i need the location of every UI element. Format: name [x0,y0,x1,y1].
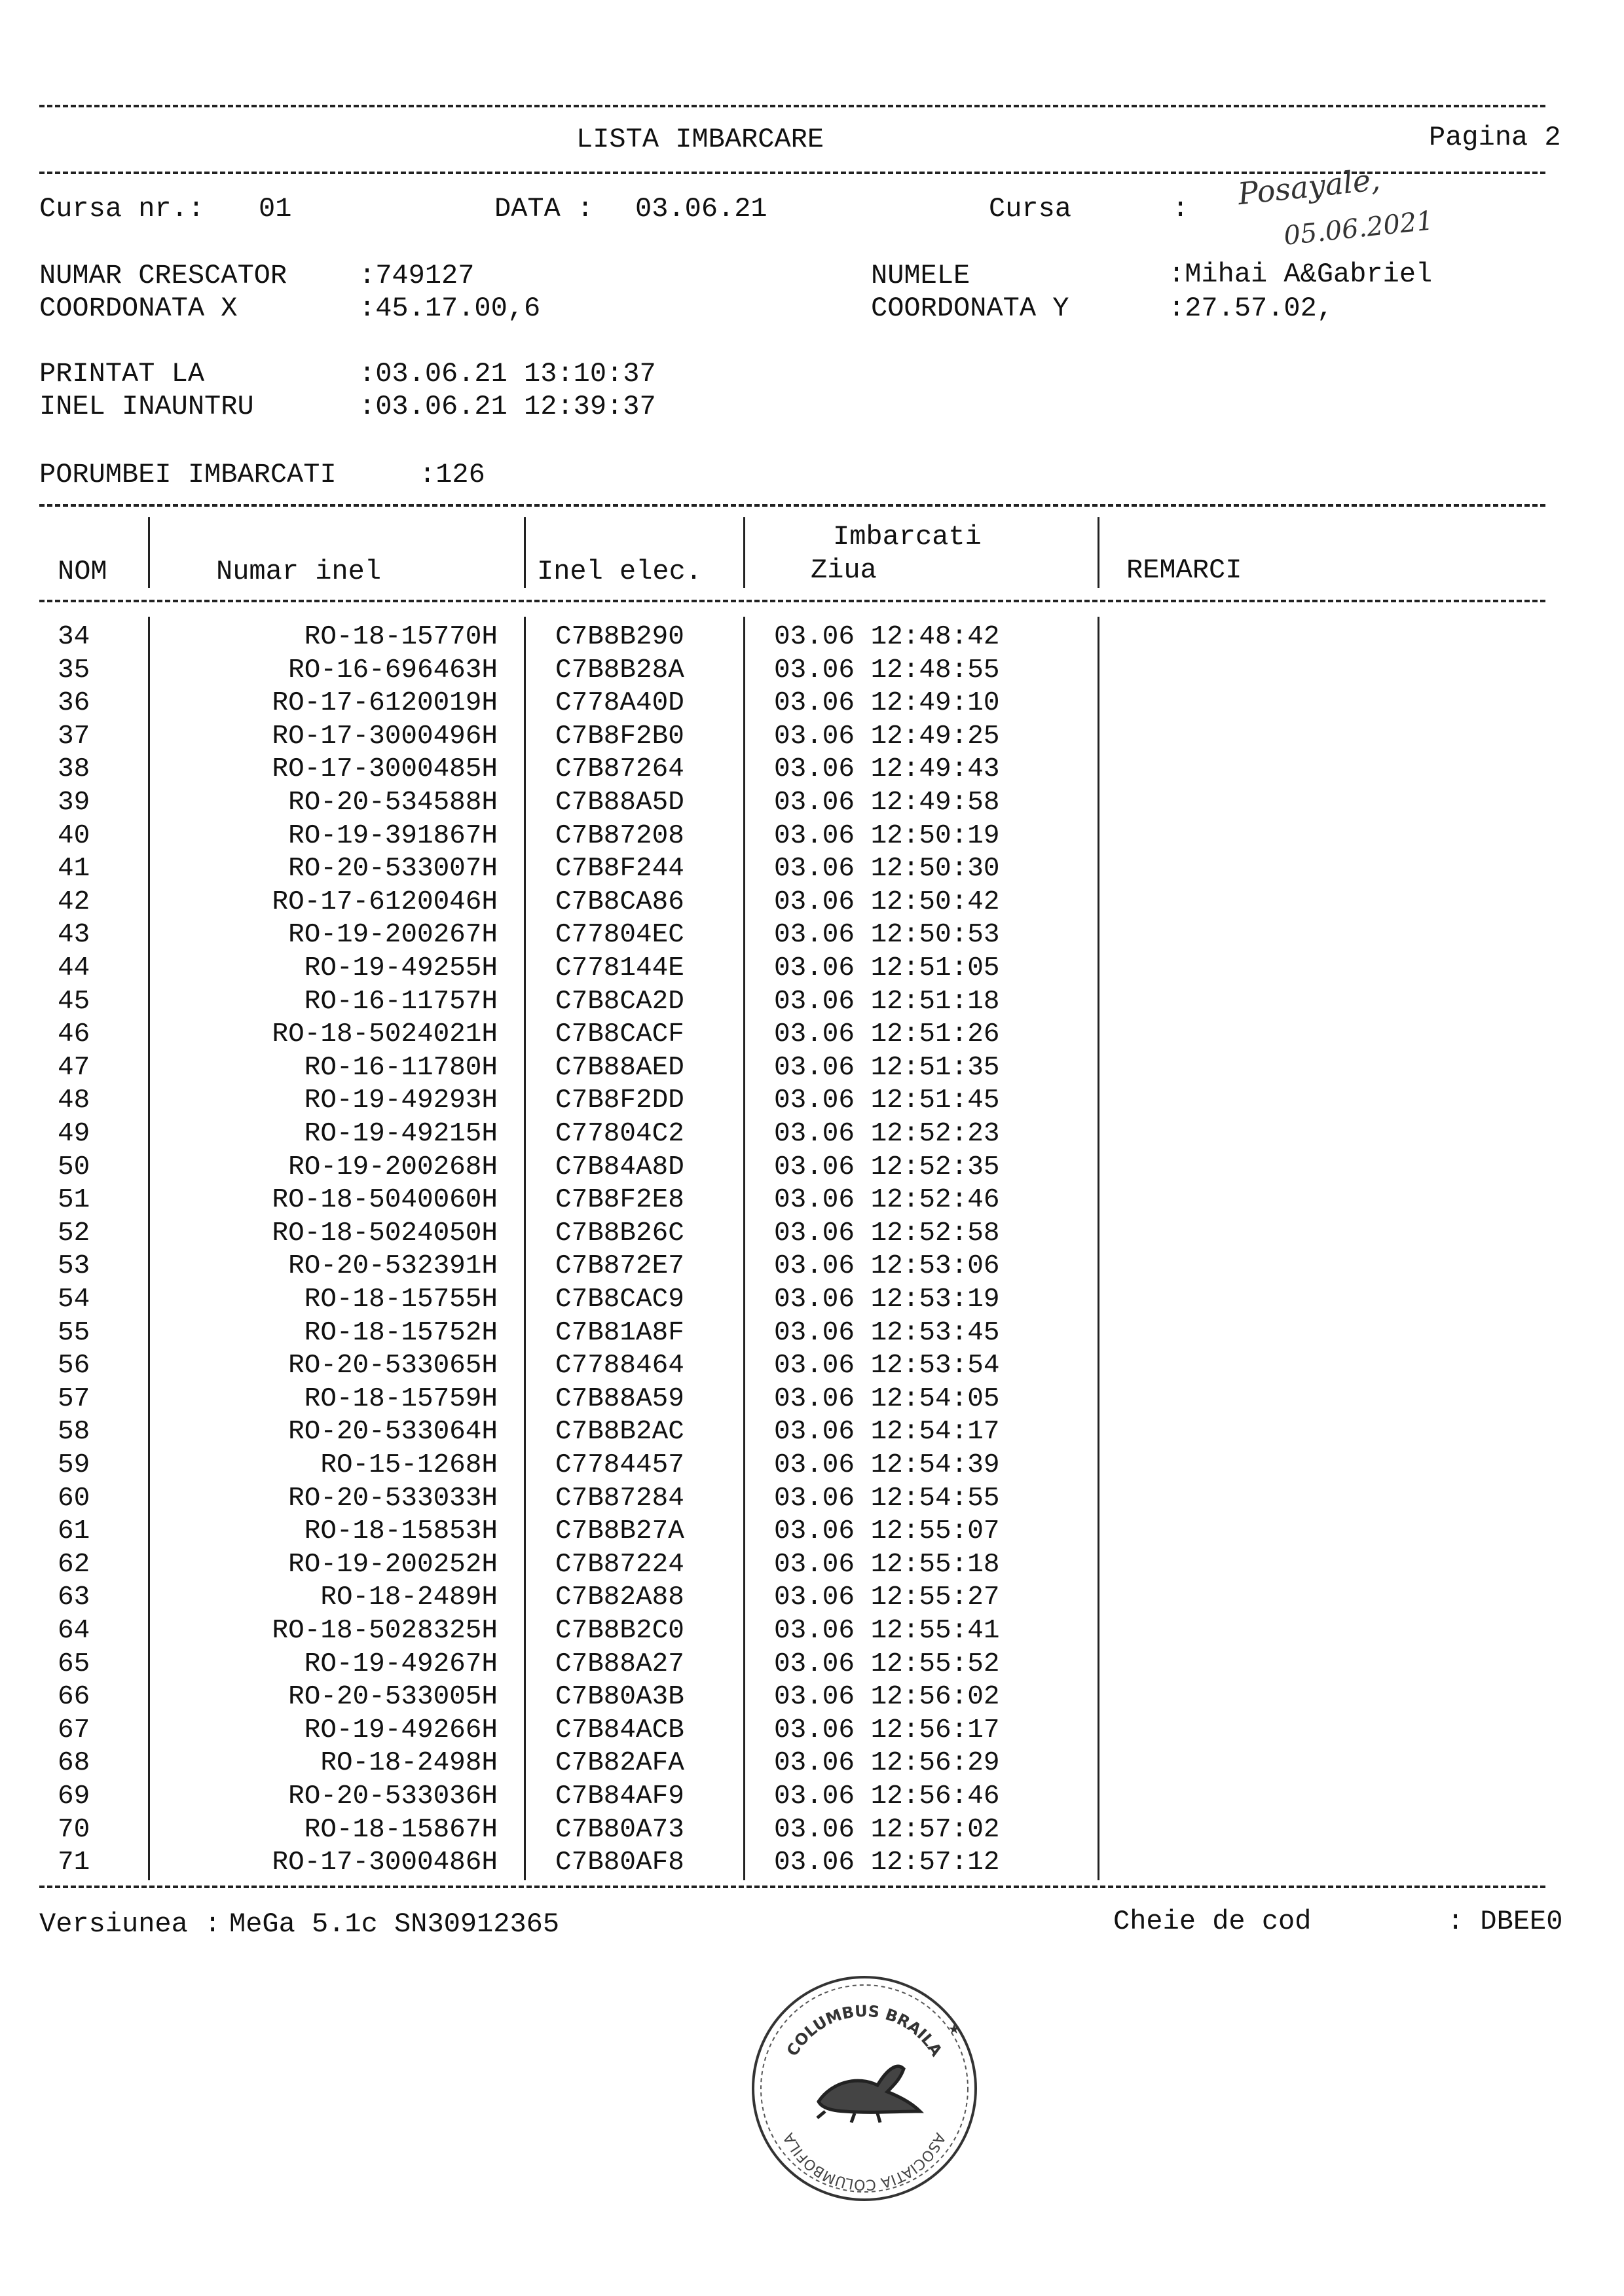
cell-numar-inel: RO-19-49293H [304,1085,498,1116]
table-row [0,1018,1624,1051]
numar-crescator-label: NUMAR CRESCATOR [39,260,287,291]
cell-ziua: 03.06 12:52:35 [774,1152,1000,1182]
cell-inel-elec: C7B8CAC9 [555,1285,684,1315]
cell-inel-elec: C7B8CA2D [555,986,684,1017]
cell-nom: 48 [58,1085,90,1116]
cell-ziua: 03.06 12:51:26 [774,1019,1000,1050]
stamp-text-bottom: ASOCIATIA COLUMBOFILA [781,2130,948,2193]
cell-nom: 41 [58,854,90,884]
cell-numar-inel: RO-16-11757H [304,986,498,1017]
cell-inel-elec: C7B88A27 [555,1649,684,1679]
col-header-elec: Inel elec. [537,556,703,587]
cell-numar-inel: RO-18-15752H [304,1317,498,1348]
numar-crescator-value: :749127 [359,260,475,291]
table-row [0,1813,1624,1847]
table-row [0,1349,1624,1383]
cursa-nr-label: Cursa nr.: [39,193,205,225]
table-row [0,1780,1624,1813]
table-row [0,952,1624,985]
cell-inel-elec: C7B81A8F [555,1317,684,1348]
cell-inel-elec: C7B8F2E8 [555,1185,684,1216]
cell-inel-elec: C7B8B290 [555,622,684,652]
cell-inel-elec: C77804C2 [555,1119,684,1149]
cell-numar-inel: RO-20-533007H [288,854,498,884]
cell-nom: 34 [58,622,90,652]
cell-inel-elec: C7B80AF8 [555,1848,684,1878]
cheie-value: : DBEE0 [1447,1906,1563,1937]
cell-numar-inel: RO-20-533033H [288,1483,498,1514]
page-number: Pagina 2 [1429,122,1561,153]
table-header-rule [39,600,1545,602]
cell-numar-inel: RO-16-696463H [288,655,498,685]
cell-numar-inel: RO-18-5028325H [272,1616,498,1646]
cell-nom: 43 [58,920,90,951]
cell-ziua: 03.06 12:55:52 [774,1649,1000,1679]
cell-numar-inel: RO-19-49266H [304,1715,498,1745]
cell-ziua: 03.06 12:57:12 [774,1848,1000,1878]
cell-ziua: 03.06 12:49:10 [774,688,1000,719]
cell-numar-inel: RO-18-15755H [304,1285,498,1315]
cell-numar-inel: RO-19-200267H [288,920,498,951]
cell-ziua: 03.06 12:54:39 [774,1450,1000,1480]
cell-nom: 52 [58,1218,90,1248]
cell-nom: 50 [58,1152,90,1182]
cursa-label: Cursa [989,193,1072,225]
cell-inel-elec: C7B8B2C0 [555,1616,684,1646]
cell-nom: 44 [58,953,90,983]
table-row [0,1383,1624,1416]
cell-nom: 45 [58,986,90,1017]
cell-numar-inel: RO-20-533065H [288,1351,498,1381]
cell-ziua: 03.06 12:56:17 [774,1715,1000,1745]
cell-inel-elec: C7B8B2AC [555,1417,684,1448]
cell-ziua: 03.06 12:55:27 [774,1582,1000,1613]
data-value: 03.06.21 [635,193,767,225]
cell-inel-elec: C7B8B26C [555,1218,684,1248]
versiunea-label: Versiunea : [39,1908,221,1940]
cell-ziua: 03.06 12:56:02 [774,1682,1000,1713]
cell-ziua: 03.06 12:55:41 [774,1616,1000,1646]
cell-numar-inel: RO-18-15759H [304,1383,498,1414]
cell-nom: 51 [58,1185,90,1216]
coord-x-label: COORDONATA X [39,293,238,324]
cell-nom: 40 [58,820,90,851]
col-header-ziua: Ziua [811,555,877,586]
table-row [0,1714,1624,1747]
cell-numar-inel: RO-18-5024021H [272,1019,498,1050]
coord-y-label: COORDONATA Y [871,293,1069,324]
cell-inel-elec: C7B87224 [555,1549,684,1580]
cell-numar-inel: RO-17-6120019H [272,688,498,719]
table-row [0,985,1624,1019]
cell-inel-elec: C7B84ACB [555,1715,684,1745]
cell-numar-inel: RO-19-391867H [288,820,498,851]
cell-nom: 64 [58,1616,90,1646]
table-row [0,654,1624,687]
cell-ziua: 03.06 12:50:30 [774,854,1000,884]
header-divider-2 [524,517,526,588]
numele-label: NUMELE [871,260,970,291]
table-row [0,1283,1624,1317]
table-row [0,621,1624,654]
cell-numar-inel: RO-17-3000496H [272,721,498,752]
cell-inel-elec: C778A40D [555,688,684,719]
cell-ziua: 03.06 12:50:42 [774,886,1000,917]
cell-ziua: 03.06 12:49:25 [774,721,1000,752]
cell-inel-elec: C7B8F244 [555,854,684,884]
cell-ziua: 03.06 12:51:45 [774,1085,1000,1116]
cell-ziua: 03.06 12:53:06 [774,1251,1000,1282]
cell-nom: 65 [58,1649,90,1679]
cell-nom: 56 [58,1351,90,1381]
cell-numar-inel: RO-15-1268H [320,1450,498,1480]
cell-nom: 55 [58,1317,90,1348]
cell-ziua: 03.06 12:56:46 [774,1781,1000,1812]
page-title: LISTA IMBARCARE [576,124,824,155]
table-row [0,1648,1624,1681]
cell-inel-elec: C7B88A5D [555,788,684,818]
cell-inel-elec: C7B8F2DD [555,1085,684,1116]
table-row [0,1548,1624,1582]
cell-nom: 61 [58,1516,90,1547]
cell-ziua: 03.06 12:52:58 [774,1218,1000,1248]
cell-nom: 66 [58,1682,90,1713]
col-header-remarci: REMARCI [1126,555,1242,586]
cell-nom: 47 [58,1052,90,1083]
cursa-handwritten-date: 05.06.2021 [1282,206,1435,251]
table-row [0,1846,1624,1880]
cell-inel-elec: C778144E [555,953,684,983]
cell-inel-elec: C7B87284 [555,1483,684,1514]
svg-text:COLUMBUS BRAILA [783,2002,946,2060]
cell-ziua: 03.06 12:53:54 [774,1351,1000,1381]
cell-numar-inel: RO-18-2489H [320,1582,498,1613]
cell-inel-elec: C7B8B28A [555,655,684,685]
porumbei-label: PORUMBEI IMBARCATI [39,459,337,490]
cell-nom: 62 [58,1549,90,1580]
cell-inel-elec: C7788464 [555,1351,684,1381]
cell-inel-elec: C7B8F2B0 [555,721,684,752]
cell-inel-elec: C7B80A3B [555,1682,684,1713]
table-row [0,1151,1624,1184]
cell-nom: 42 [58,886,90,917]
table-row [0,1747,1624,1780]
cell-numar-inel: RO-18-2498H [320,1748,498,1779]
cell-numar-inel: RO-18-15867H [304,1814,498,1845]
cheie-label: Cheie de cod [1113,1906,1312,1937]
cell-nom: 54 [58,1285,90,1315]
cell-ziua: 03.06 12:55:07 [774,1516,1000,1547]
coord-y-value: :27.57.02, [1168,293,1334,324]
table-row [0,1614,1624,1648]
cell-nom: 67 [58,1715,90,1745]
cell-inel-elec: C7B88A59 [555,1383,684,1414]
table-row [0,820,1624,853]
cell-nom: 39 [58,788,90,818]
cell-inel-elec: C7B84A8D [555,1152,684,1182]
cell-ziua: 03.06 12:53:19 [774,1285,1000,1315]
col-header-inel: Numar inel [216,556,382,587]
cell-numar-inel: RO-17-3000485H [272,754,498,785]
cell-nom: 60 [58,1483,90,1514]
table-row [0,720,1624,754]
table-top-rule [39,504,1545,507]
cell-ziua: 03.06 12:49:43 [774,754,1000,785]
cell-ziua: 03.06 12:48:55 [774,655,1000,685]
cell-nom: 53 [58,1251,90,1282]
cell-inel-elec: C7B84AF9 [555,1781,684,1812]
header-divider-1 [148,517,150,588]
cell-ziua: 03.06 12:50:53 [774,920,1000,951]
cell-ziua: 03.06 12:53:45 [774,1317,1000,1348]
cell-inel-elec: C7B8CACF [555,1019,684,1050]
cell-ziua: 03.06 12:54:17 [774,1417,1000,1448]
stamp-text-top: COLUMBUS BRAILA [783,2001,946,2060]
table-row [0,1184,1624,1217]
cell-numar-inel: RO-18-15853H [304,1516,498,1547]
cell-nom: 68 [58,1748,90,1779]
cell-numar-inel: RO-18-5024050H [272,1218,498,1248]
table-row [0,1681,1624,1714]
inel-inauntru-value: :03.06.21 12:39:37 [359,391,656,422]
cell-ziua: 03.06 12:55:18 [774,1549,1000,1580]
cell-inel-elec: C7B88AED [555,1052,684,1083]
table-row [0,1581,1624,1614]
cell-numar-inel: RO-19-49255H [304,953,498,983]
cell-ziua: 03.06 12:51:05 [774,953,1000,983]
printat-value: :03.06.21 13:10:37 [359,358,656,390]
cell-numar-inel: RO-18-15770H [304,622,498,652]
cell-numar-inel: RO-17-3000486H [272,1848,498,1878]
cell-inel-elec: C7B82AFA [555,1748,684,1779]
cell-numar-inel: RO-20-533005H [288,1682,498,1713]
cell-inel-elec: C7B8B27A [555,1516,684,1547]
cell-ziua: 03.06 12:54:05 [774,1383,1000,1414]
cell-nom: 59 [58,1450,90,1480]
table-row [0,786,1624,820]
cell-nom: 38 [58,754,90,785]
cell-nom: 63 [58,1582,90,1613]
header-divider-4 [1098,517,1099,588]
cell-nom: 57 [58,1383,90,1414]
table-bottom-rule [39,1886,1545,1888]
coord-x-value: :45.17.00,6 [359,293,541,324]
cell-inel-elec: C7B82A88 [555,1582,684,1613]
cell-numar-inel: RO-18-5040060H [272,1185,498,1216]
cell-nom: 35 [58,655,90,685]
cell-inel-elec: C7B87208 [555,820,684,851]
cell-inel-elec: C77804EC [555,920,684,951]
table-row [0,1051,1624,1085]
table-row [0,1084,1624,1118]
cell-inel-elec: C7B87264 [555,754,684,785]
col-header-imbarcati: Imbarcati [833,521,982,553]
cell-ziua: 03.06 12:54:55 [774,1483,1000,1514]
cell-nom: 37 [58,721,90,752]
cell-nom: 58 [58,1417,90,1448]
col-header-nom: NOM [58,556,107,587]
inel-inauntru-label: INEL INAUNTRU [39,391,254,422]
svg-text:★: ★ [948,2021,960,2037]
cell-numar-inel: RO-19-49267H [304,1649,498,1679]
cursa-sep: : [1172,193,1189,225]
cell-ziua: 03.06 12:52:23 [774,1119,1000,1149]
cursa-handwritten-place: Posayale, [1236,161,1382,212]
table-row [0,919,1624,952]
club-stamp [747,1971,982,2206]
table-row [0,687,1624,720]
printat-label: PRINTAT LA [39,358,205,390]
cell-numar-inel: RO-17-6120046H [272,886,498,917]
cell-nom: 49 [58,1119,90,1149]
table-row [0,1482,1624,1516]
cell-inel-elec: C7784457 [555,1450,684,1480]
cell-ziua: 03.06 12:56:29 [774,1748,1000,1779]
cursa-nr-value: 01 [259,193,292,225]
cell-numar-inel: RO-19-200268H [288,1152,498,1182]
versiunea-value: MeGa 5.1c SN30912365 [229,1908,560,1940]
cell-numar-inel: RO-19-200252H [288,1549,498,1580]
cell-numar-inel: RO-20-533064H [288,1417,498,1448]
cell-nom: 69 [58,1781,90,1812]
table-row [0,1415,1624,1449]
cell-numar-inel: RO-20-532391H [288,1251,498,1282]
cell-inel-elec: C7B80A73 [555,1814,684,1845]
cell-nom: 36 [58,688,90,719]
porumbei-value: :126 [419,459,485,490]
cell-ziua: 03.06 12:48:42 [774,622,1000,652]
pigeon-icon [817,2066,920,2123]
cell-nom: 71 [58,1848,90,1878]
table-row [0,1449,1624,1482]
table-row [0,852,1624,886]
cell-ziua: 03.06 12:51:18 [774,986,1000,1017]
cell-numar-inel: RO-19-49215H [304,1119,498,1149]
cell-numar-inel: RO-16-11780H [304,1052,498,1083]
cell-ziua: 03.06 12:51:35 [774,1052,1000,1083]
cell-numar-inel: RO-20-533036H [288,1781,498,1812]
table-row [0,753,1624,786]
cell-ziua: 03.06 12:52:46 [774,1185,1000,1216]
cell-ziua: 03.06 12:57:02 [774,1814,1000,1845]
table-row [0,1217,1624,1250]
table-row [0,1118,1624,1151]
cell-inel-elec: C7B872E7 [555,1251,684,1282]
header-divider-3 [743,517,745,588]
table-row [0,1250,1624,1283]
table-row [0,1317,1624,1350]
cell-nom: 46 [58,1019,90,1050]
numele-value: :Mihai A&Gabriel [1168,259,1433,290]
table-row [0,886,1624,919]
cell-ziua: 03.06 12:49:58 [774,788,1000,818]
cell-ziua: 03.06 12:50:19 [774,820,1000,851]
cell-inel-elec: C7B8CA86 [555,886,684,917]
table-row [0,1515,1624,1548]
cell-nom: 70 [58,1814,90,1845]
data-label: DATA : [494,193,594,225]
top-rule [39,105,1545,107]
cell-numar-inel: RO-20-534588H [288,788,498,818]
